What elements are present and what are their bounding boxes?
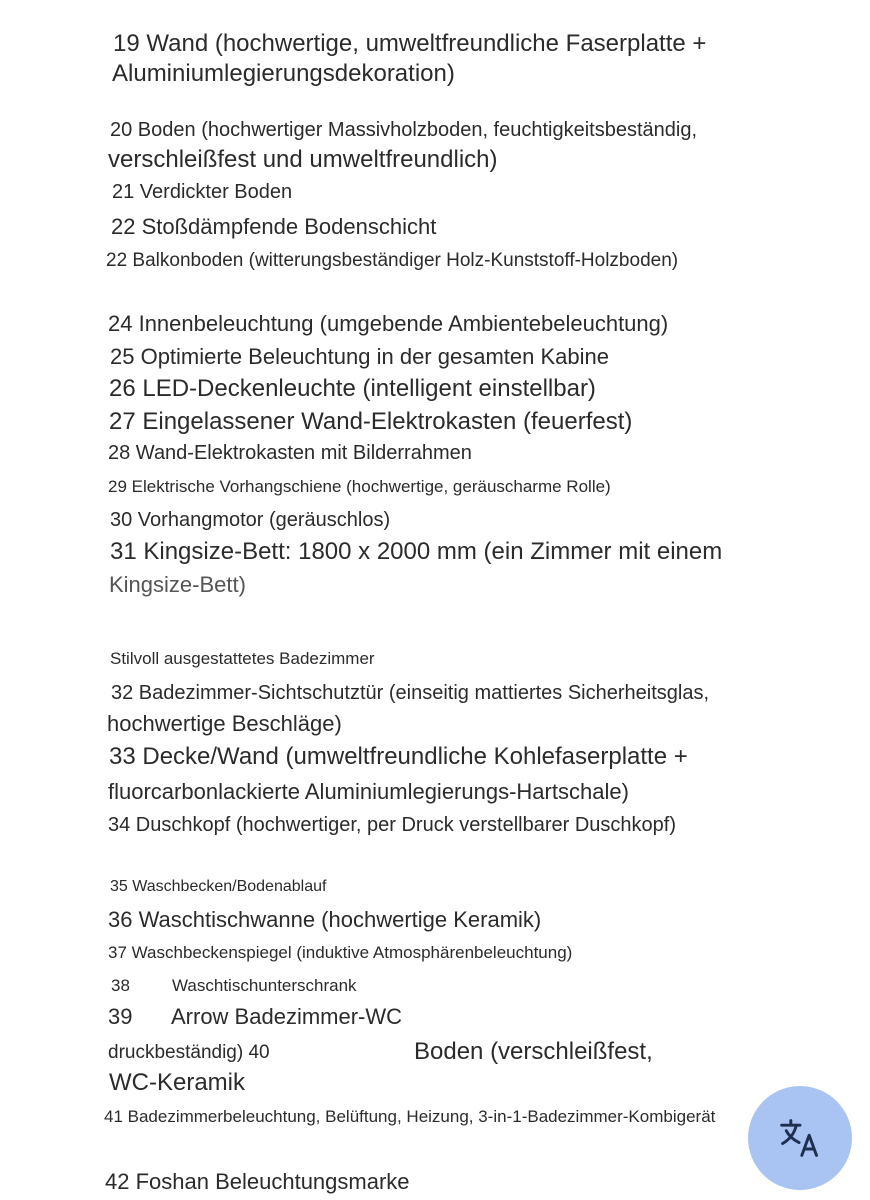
text-line: 36 Waschtischwanne (hochwertige Keramik) <box>108 907 542 932</box>
text-line: druckbeständig) 40 <box>108 1042 270 1063</box>
text-line: Waschtischunterschrank <box>172 976 357 995</box>
text-line: 22 Stoßdämpfende Bodenschicht <box>111 214 437 239</box>
text-line: 32 Badezimmer-Sichtschutztür (einseitig mattiertes Sicherheitsglas, <box>111 682 710 704</box>
text-line: 24 Innenbeleuchtung (umgebende Ambientebeleuchtung) <box>108 311 669 336</box>
text-line: 20 Boden (hochwertiger Massivholzboden, feuchtigkeitsbeständig, <box>110 119 698 141</box>
text-line: 22 Balkonboden (witterungsbeständiger Holz-Kunststoff-Holzboden) <box>106 250 679 271</box>
text-line: 33 Decke/Wand (umweltfreundliche Kohlefaserplatte + <box>109 743 688 770</box>
text-line: 41 Badezimmerbeleuchtung, Belüftung, Heizung, 3-in-1-Badezimmer-Kombigerät <box>104 1107 716 1126</box>
text-line: WC-Keramik <box>109 1069 245 1096</box>
section-heading: Stilvoll ausgestattetes Badezimmer <box>110 649 375 668</box>
text-line: 21 Verdickter Boden <box>112 181 293 203</box>
item-number: 39 <box>108 1004 133 1029</box>
text-line: 31 Kingsize-Bett: 1800 x 2000 mm (ein Zimmer mit einem <box>110 538 723 565</box>
translate-icon <box>778 1116 822 1160</box>
text-line: 27 Eingelassener Wand-Elektrokasten (feuerfest) <box>109 408 633 435</box>
text-line: 26 LED-Deckenleuchte (intelligent einstellbar) <box>109 375 596 402</box>
text-line: Kingsize-Bett) <box>109 572 246 597</box>
item-number: 38 <box>111 976 130 995</box>
text-line: Boden (verschleißfest, <box>414 1038 653 1065</box>
text-line: 42 Foshan Beleuchtungsmarke <box>105 1169 410 1194</box>
text-line: 19 Wand (hochwertige, umweltfreundliche Faserplatte + <box>113 30 707 57</box>
text-line: Aluminiumlegierungsdekoration) <box>112 60 455 87</box>
text-line: 25 Optimierte Beleuchtung in der gesamten Kabine <box>110 344 609 369</box>
text-line: 35 Waschbecken/Bodenablauf <box>110 878 327 895</box>
text-line: 29 Elektrische Vorhangschiene (hochwertige, geräuscharme Rolle) <box>108 477 611 496</box>
text-line: verschleißfest und umweltfreundlich) <box>108 146 498 173</box>
text-line: 30 Vorhangmotor (geräuschlos) <box>110 509 391 531</box>
text-line: fluorcarbonlackierte Aluminiumlegierungs-Hartschale) <box>108 779 629 804</box>
text-line: Arrow Badezimmer-WC <box>171 1004 403 1029</box>
text-line: 37 Waschbeckenspiegel (induktive Atmosphärenbeleuchtung) <box>108 943 573 962</box>
text-line: 34 Duschkopf (hochwertiger, per Druck verstellbarer Duschkopf) <box>108 814 677 836</box>
translate-button[interactable] <box>748 1086 852 1190</box>
text-line: hochwertige Beschläge) <box>107 711 342 736</box>
text-line: 28 Wand-Elektrokasten mit Bilderrahmen <box>108 442 472 464</box>
